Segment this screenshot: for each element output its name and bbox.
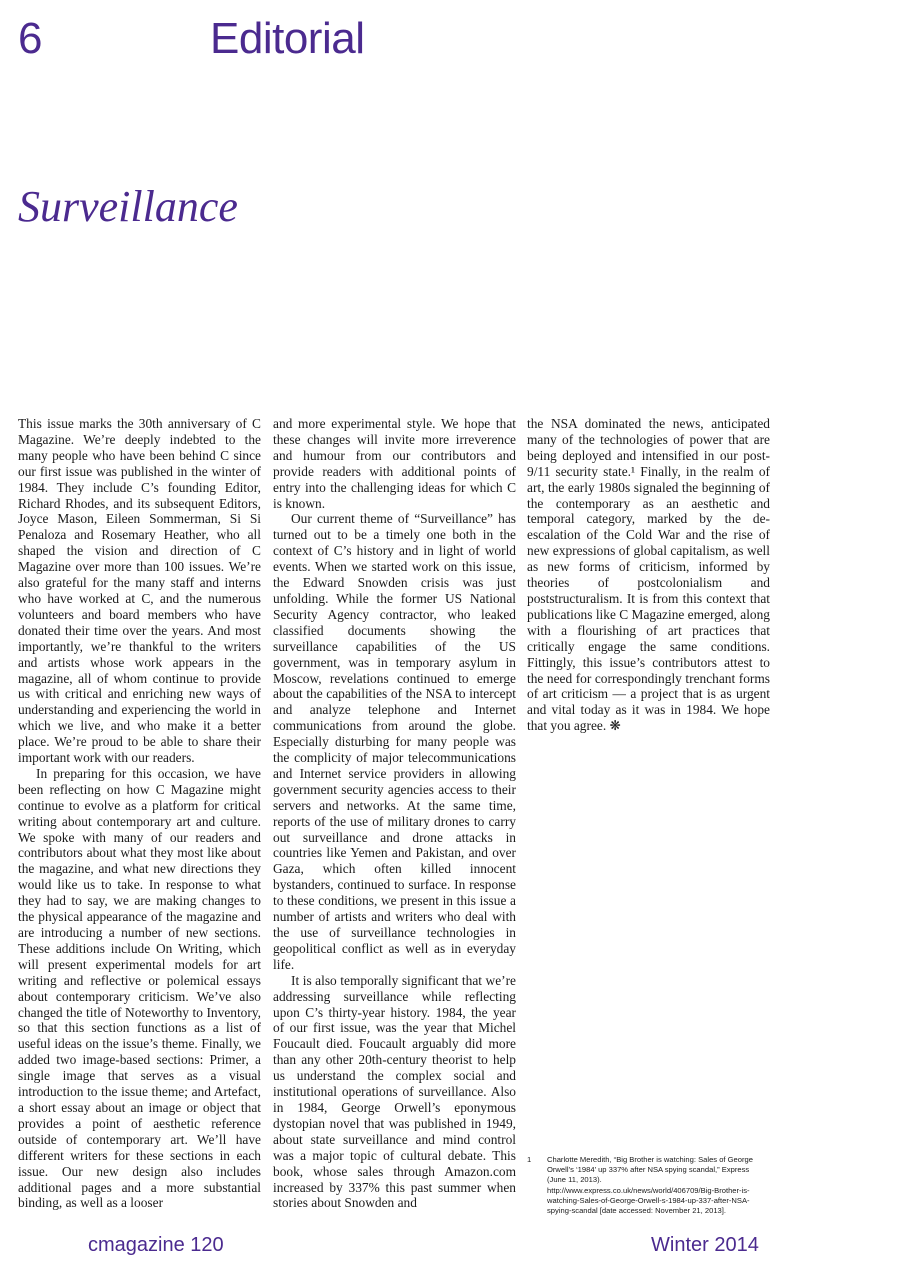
section-title: Editorial	[210, 14, 365, 63]
paragraph: In preparing for this occasion, we have been reflecting on how C Magazine might continue to evolve as a platform for critical writing about contemporary art and culture. We spoke with many of our readers and contributors about what they most like about the magazine, and what new directions they would like us to take. In response to what they had to say, we are making changes to the physical appearance of the magazine and are introducing a number of new sections. These additions include On Writing, which will present experimental models for art writing and reflective or polemical essays about contemporary criticism. We’ve also changed the title of Noteworthy to Inventory, so that this section functions as a list of useful ideas on the issue’s theme. Finally, we added two image-based sections: Primer, a single image that serves as a visual introduction to the issue theme; and Artefact, a short essay about an image or object that provides a point of aesthetic reference outside of contemporary art. We’ll have different writers for these sections in each issue. Our new design also includes additional pages and a more substantial binding, as well as a looser	[18, 765, 261, 1211]
paragraph: It is also temporally significant that we’re addressing surveillance while reflecting upon C’s thirty-year history. 1984, the year of our first issue, was the year that Michel Foucault died. Foucault arguably did more than any other 20th-century theorist to help us understand the complex social and institutional operations of surveillance. Also in 1984, George Orwell’s eponymous dystopian novel that was published in 1949, about state surveillance and mind control was a major topic of cultural debate. This book, whose sales through Amazon.com increased by 337% this past summer when stories about Snowden and	[273, 972, 516, 1211]
text-column-1	[18, 416, 261, 1211]
footnote-number: 1	[527, 1155, 532, 1164]
article-title: Surveillance	[18, 182, 238, 231]
paragraph: Our current theme of “Surveillance” has turned out to be a timely one both in the context of C’s history and in light of world events. When we started work on this issue, the Edward Snowden crisis was just unfolding. While the former US National Security Agency contractor, who leaked classified documents showing the surveillance capabilities of the US government, was in temporary asylum in Moscow, revelations continued to emerge about the capabilities of the NSA to intercept and analyze telephone and Internet communications from around the globe. Especially disturbing for many people was the complicity of major telecommunications and Internet service providers in allowing government security agencies access to their servers and networks. At the same time, reports of the use of military drones to carry out surveillance and drone attacks in countries like Yemen and Pakistan, and over Gaza, which often killed innocent bystanders, continued to surface. In response to these conditions, we present in this issue a number of artists and writers who deal with the use of surveillance technologies in geopolitical conflict as well as in everyday life.	[273, 511, 516, 972]
paragraph: and more experimental style. We hope that these changes will invite more irreverence and humour from our contributors and provide readers with additional points of entry into the challenging ideas for which C is known.	[273, 416, 516, 511]
paragraph: This issue marks the 30th anniversary of C Magazine. We’re deeply indebted to the many people who have been behind C since our first issue was published in the winter of 1984. They include C’s founding Editor, Richard Rhodes, and its subsequent Editors, Joyce Mason, Eileen Sommerman, Si Si Penaloza and Rosemary Heather, who all shaped the vision and direction of C Magazine over more than 100 issues. We’re also grateful for the many staff and interns who have worked at C, and the numerous volunteers and board members who have donated their time over the years. And most importantly, we’re thankful to the writers and artists whose work appears in the magazine, all of whom continue to provide us with critical and enriching new ways of understanding and experiencing the world in which we live, and who make it a better place. We’re proud to be able to share their important work with our readers.	[18, 416, 261, 766]
footnote	[527, 1155, 767, 1216]
paragraph: the NSA dominated the news, anticipated many of the technologies of power that are being deployed and intensified in our post-9/11 security state.¹ Finally, in the realm of art, the early 1980s signaled the beginning of the contemporary as an aesthetic and temporal category, marked by the de-escalation of the Cold War and the rise of new expressions of global capitalism, as well as new forms of criticism, informed by theories of postcolonialism and poststructuralism. It is from this context that publications like C Magazine emerged, along with a flourishing of art practices that critically engage the same conditions. Fittingly, this issue’s contributors attest to the need for correspondingly trenchant forms of art criticism — a project that is as urgent and vital today as it was in 1984. We hope that you agree. ❋	[527, 416, 770, 734]
footnote-text: Charlotte Meredith, “Big Brother is watching: Sales of George Orwell’s ‘1984’ up 337% after NSA spying scandal,” Express (June 11, 2013). http://www.express.co.uk/news/world/406709/Big-Brother-is-watching-Sales-of-George-Orwell-s-1984-up-337-after-NSA-spying-scandal [date accessed: November 21, 2013].	[547, 1155, 753, 1216]
page-number: 6	[18, 14, 43, 63]
footer-magazine-issue: cmagazine 120	[88, 1234, 224, 1256]
footer-season: Winter 2014	[651, 1234, 759, 1256]
text-column-3	[527, 416, 770, 734]
text-column-2	[273, 416, 516, 1211]
